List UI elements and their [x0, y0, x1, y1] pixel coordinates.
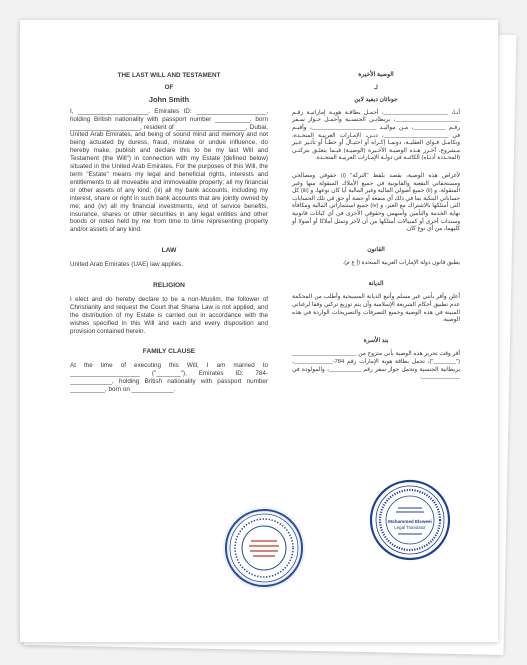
arabic-column: [292, 70, 460, 382]
english-of: OF: [164, 83, 174, 91]
english-column: [70, 72, 268, 394]
arabic-law-text: يطبق قانون دولة الإمارات العربية المتحدة (إ ع م).: [342, 260, 460, 267]
arabic-title: الوصية الأخيرة: [358, 72, 394, 78]
english-law-heading: LAW: [161, 247, 177, 255]
english-law-text: United Arab Emirates (UAE) law applies.: [70, 261, 184, 269]
arabic-of: لـ: [374, 84, 378, 91]
arabic-definition-paragraph: لأغراض هذه الوصية، يقصد بلفظ "التركة" (i) حقوقي ومصالحي ومستحقاتي النفعية والقانونية في جميع الأملاك المنقولة منها وغير المنقولة، و (ii) جميع أصولي المالية وغير المالية أيا كان نوعها، و (iii) كل حساباتي البنكية بما في ذلك أي منفعة أو حصة أو حق في تلك الحسابات التي أمتلكها بالاشتراك مع الغير، و (iv) جميع استثماراتي المالية ومكافأة نهاية الخدمة والتأمين وأسهمي وحقوقي الأخرى في أي كيانات قانونية وسندات أخرى أو كمبيالات أمتلكها من آن لآخر وتمثل أملاكا أو أصولا أو كليهما، من أي نوع كان.: [292, 172, 460, 233]
testator-name: John Smith: [148, 94, 190, 104]
arabic-family-heading: بند الأسرة: [363, 337, 389, 344]
arabic-intro-paragraph: أنـا، ____________________، أحمـل بطاقـة هويـة إماراتيـة رقـم ____________________، بريطانـي الجنسـية وأحمـل جـواز سـفر رقـم __________، مـن مواليـد ____________________، وأقيـم في ____________________، دبـي، الإمـارات العربيـة المتحـدة، وبكامـل قـواي العقليـة، دونمـا إكـراه أو احتيـال أو خطـأ أو تأثـير غـير مـشروع، أحـرر هـذه الوصيـة الأخـيرة (الوصيـة) فيـما يتعلـق بتركتـي (المحـددة أدنـاه) الكائنـة في دولـة الإمـارات العربيـة المتحـدة.: [292, 109, 460, 162]
arabic-religion-text: أعلن وأقر بأنني غير مسلم وأتبع الديانة المسيحية وأطلب من المحكمة عدم تطبيق أحكام الشريعة الإسلامية وأن يتم توزيع تركتي وفقا لرغباتي المبينة في هذه الوصية وجميع التصرفات والتصريحات الواردة في هذه الوصية.: [292, 294, 460, 324]
english-religion-text: I elect and do hereby declare to be a non-Muslim, the follower of Christianity and request the Court that Sharia Law is not applied, and the distribution of my Estate is carried out in accordance with the wishes specified in this Will and each and every disposition and provision contained herein.: [70, 295, 268, 335]
document-page: [20, 20, 498, 642]
english-family-heading: FAMILY CLAUSE: [142, 348, 196, 356]
english-religion-heading: RELIGION: [153, 282, 185, 290]
arabic-family-text: أقر وقت تحرير هذه الوصية بأني متزوج من ____________________ ("_______")، تحمل بطاقة هوية الإمارات رقم 784-____________، بريطانية الجنسية وتحمل جواز سفر رقم __________، والمولودة في ____________.: [292, 351, 460, 381]
arabic-religion-heading: الديانة: [368, 280, 384, 287]
arabic-testator-name: جوناثان ديفيد لاين: [354, 97, 398, 104]
official-seal-stamp: [223, 507, 305, 589]
english-family-text: At the time of executing this Will, I am married to ____________________ ("_______"), Emirates ID: 784-____________, holding British nationality with passport number __________, born on ____________.: [70, 362, 268, 394]
translator-name: Mohammed Elsweei: [388, 519, 432, 524]
english-title: THE LAST WILL AND TESTAMENT: [117, 72, 221, 79]
translator-role: Legal Translator: [394, 525, 426, 530]
arabic-law-heading: القانون: [367, 246, 385, 253]
translator-stamp: [368, 478, 452, 562]
english-intro-paragraph: I, ____________________, Emirates ID: ____________________, holding British nationality with passport number __________, born ____________________, resident of ____________________, Dubai, United Arab Emirates, and being of sound mind and memory and not being actuated by duress, fraud, mistake or undue influence, do hereby make, publish and declare this to be my last Will and Testament (the Will") in connection with my Estate (defined below) situated in the United Arab Emirates. For the purposes of this Will, the term "Estate" means my legal and beneficial rights, interests and entitlements to all moveable and immoveable property; all my financial or other assets of any kind; (iii) all my bank accounts, including my interest, share or right in such bank accounts that are jointly owned by me; and (iv) all my financial investments, end of service benefits, insurance, shares or other securities in any legal entities and other bonds or notes held by me from time to time representing property and/or assets of any kind.: [70, 107, 268, 234]
